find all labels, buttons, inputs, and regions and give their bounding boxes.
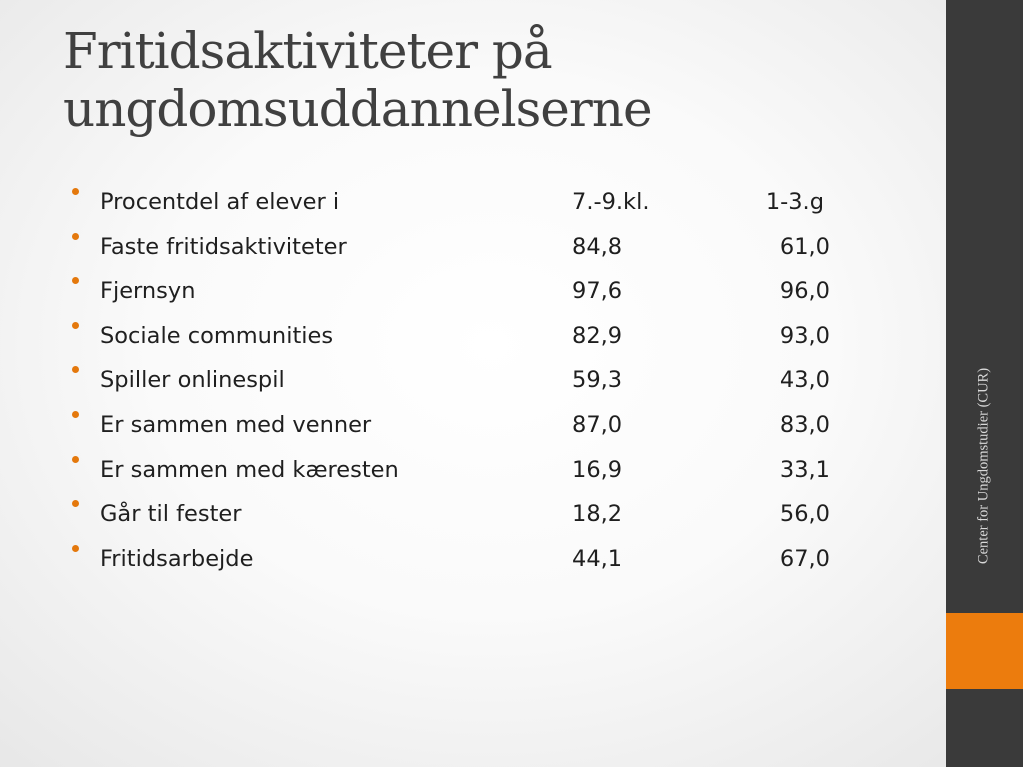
row-value-grade-7-9: 82,9 [572,322,623,349]
row-label: Går til fester [100,501,242,528]
list-header-row [72,181,872,226]
row-value-grade-7-9: 97,6 [572,278,623,305]
row-value-grade-1-3g: 61,0 [779,233,830,260]
title-line-1: Fritidsaktiviteter på [63,22,552,80]
list-item [72,449,872,494]
list-item [72,493,872,538]
bullet-icon [72,411,79,418]
row-label: Er sammen med venner [100,411,372,438]
footer-text: Center for Ungdomstudier (CUR) [975,367,992,565]
row-value-grade-1-3g: 83,0 [779,411,830,438]
row-label: Faste fritidsaktiviteter [100,233,347,260]
list-item [72,226,872,271]
row-value-grade-7-9: 59,3 [572,367,623,394]
bullet-icon [72,233,79,240]
row-value-grade-1-3g: 67,0 [779,545,830,572]
bullet-icon [72,322,79,329]
row-label: Fritidsarbejde [100,545,254,572]
sidebar-accent-block [946,613,1023,689]
header-label: Procentdel af elever i [100,189,340,215]
bullet-icon [72,456,79,463]
row-value-grade-7-9: 16,9 [572,456,623,483]
row-label: Er sammen med kæresten [100,456,399,483]
row-value-grade-7-9: 18,2 [572,501,623,528]
row-value-grade-7-9: 84,8 [572,233,623,260]
row-value-grade-1-3g: 93,0 [779,322,830,349]
header-col-grade-7-9: 7.-9.kl. [572,189,650,215]
bullet-icon [72,366,79,373]
row-label: Fjernsyn [100,278,196,305]
bullet-icon [72,500,79,507]
title-line-2: ungdomsuddannelserne [63,80,652,138]
row-label: Sociale communities [100,322,334,349]
row-value-grade-1-3g: 33,1 [779,456,830,483]
bullet-icon [72,545,79,552]
list-item [72,270,872,315]
header-col-grade-1-3g: 1-3.g [765,189,824,215]
row-value-grade-7-9: 87,0 [572,411,623,438]
row-value-grade-7-9: 44,1 [572,545,623,572]
bullet-icon [72,277,79,284]
list-item [72,359,872,404]
row-value-grade-1-3g: 43,0 [779,367,830,394]
row-label: Spiller onlinespil [100,367,285,394]
row-value-grade-1-3g: 96,0 [779,278,830,305]
slide-title [63,22,923,138]
bullet-icon [72,188,79,195]
list-item [72,404,872,449]
activity-list [72,181,872,582]
list-item [72,315,872,360]
row-value-grade-1-3g: 56,0 [779,501,830,528]
list-item [72,538,872,583]
